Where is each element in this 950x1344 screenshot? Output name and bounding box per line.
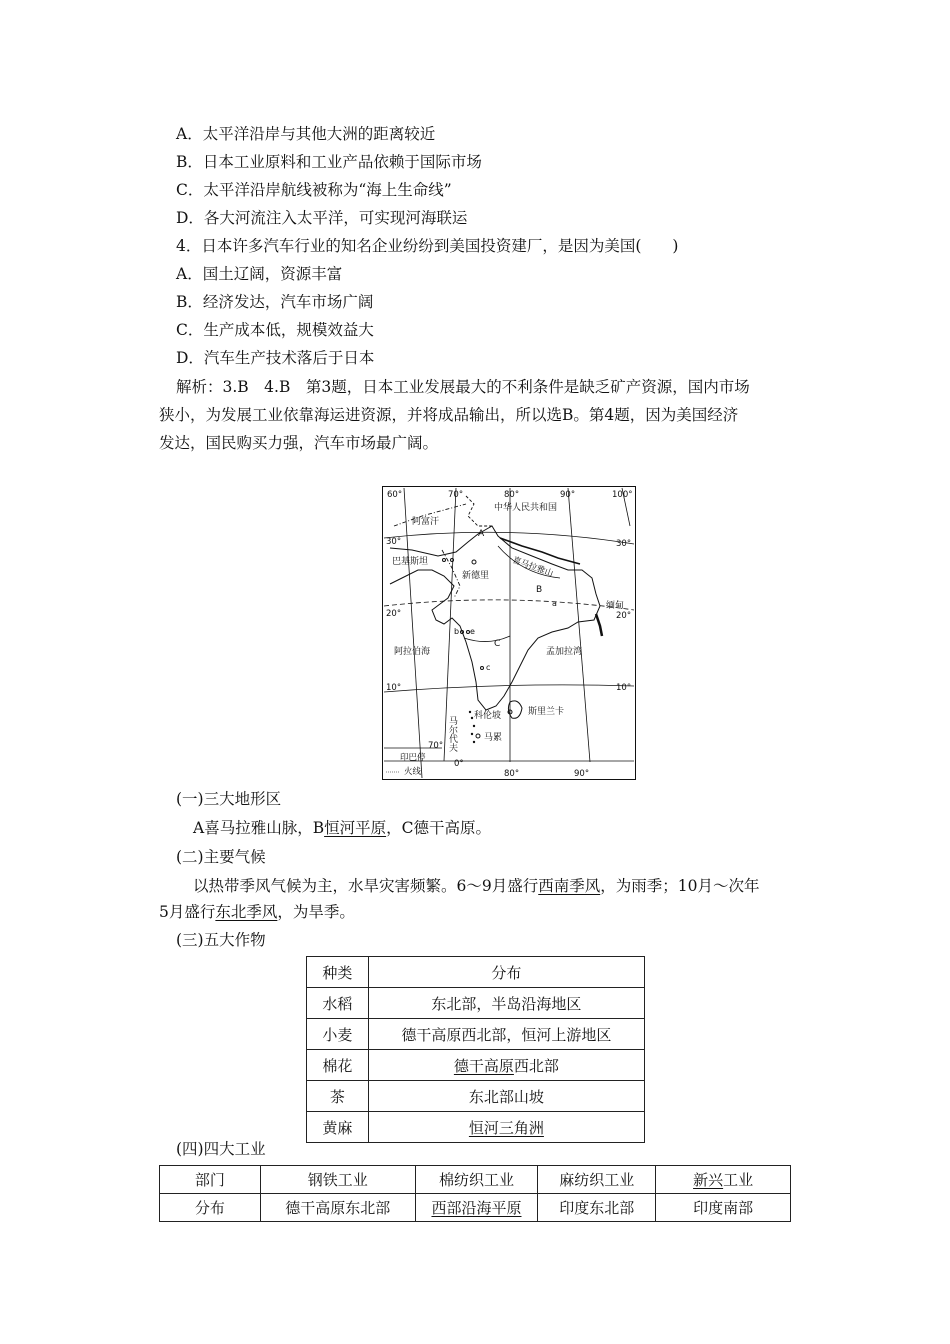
crop-name: 小麦 xyxy=(307,1019,369,1050)
industry-emerging-after: 工业 xyxy=(723,1171,754,1189)
industry-table xyxy=(159,1165,791,1222)
q4-option-b: B．经济发达，汽车市场广阔 xyxy=(176,293,374,311)
terrain-title: (一)三大地形区 xyxy=(176,790,282,808)
table-row xyxy=(307,1081,645,1112)
letter-B: B xyxy=(536,585,543,595)
letter-a: a xyxy=(552,599,557,608)
south-asia-map xyxy=(382,486,636,780)
crop-dist-text: 德干高原西北部，恒河上游地区 xyxy=(401,1025,612,1044)
lat-right-10: 10° xyxy=(616,683,632,693)
industry-emerging xyxy=(656,1166,791,1194)
lat-left-30: 30° xyxy=(386,537,402,547)
climate-text-1-part2: ，为雨季；10月～次年 xyxy=(600,877,760,895)
letter-C: C xyxy=(494,639,501,649)
legend-ceasefire-line1: 印巴停 xyxy=(400,753,426,763)
label-china: 中华人民共和国 xyxy=(494,503,558,513)
map-frame xyxy=(383,487,636,780)
crops-table xyxy=(306,956,645,1143)
analysis-line-3: 发达，国民购买力强，汽车市场最广阔。 xyxy=(159,434,439,452)
crops-table-header xyxy=(307,957,645,988)
label-afghanistan: 阿富汗 xyxy=(412,517,440,527)
climate-text-1-southwest-monsoon: 西南季风 xyxy=(538,877,601,895)
label-himalaya: 喜马拉雅山 xyxy=(510,555,555,580)
industry-row-header: 分布 xyxy=(160,1194,261,1222)
lon-label-60: 60° xyxy=(387,490,403,500)
label-bay-of-bengal: 孟加拉湾 xyxy=(546,647,583,657)
letter-b: b xyxy=(454,627,460,636)
terrain-text xyxy=(193,818,491,838)
table-row xyxy=(160,1194,791,1222)
letter-e: e xyxy=(470,627,475,636)
label-male: 马累 xyxy=(484,733,503,743)
terrain-text-part2: ，C德干高原。 xyxy=(386,819,491,837)
q4-stem: 4．日本许多汽车行业的知名企业纷纷到美国投资建厂，是因为美国( ) xyxy=(176,237,679,255)
lat-left-10: 10° xyxy=(386,683,402,693)
table-row xyxy=(307,1050,645,1081)
analysis-line-2: 狭小，为发展工业依靠海运进资源，并将成品输出，所以选B。第4题，因为美国经济 xyxy=(159,406,739,424)
legend-ceasefire-line2: 火线 xyxy=(404,767,422,777)
letter-c: c xyxy=(486,663,491,672)
lon-bottom-80: 80° xyxy=(504,769,520,779)
industry-steel-location: 德干高原东北部 xyxy=(260,1194,415,1222)
lat-left-0: 0° xyxy=(454,759,464,769)
terrain-text-ganges-plain: 恒河平原 xyxy=(324,819,387,837)
industry-jute-location: 印度东北部 xyxy=(538,1194,656,1222)
climate-text-2-part1: 5月盛行 xyxy=(159,903,216,921)
crop-name: 水稻 xyxy=(307,988,369,1019)
label-sri-lanka: 斯里兰卡 xyxy=(528,707,565,717)
crops-header-type: 种类 xyxy=(307,957,369,988)
crops-header-distribution: 分布 xyxy=(368,957,644,988)
label-colombo: 科伦坡 xyxy=(474,711,502,721)
q3-option-a: A．太平洋沿岸与其他大洲的距离较近 xyxy=(176,125,436,143)
climate-text-2 xyxy=(159,902,355,922)
lon-label-100: 100° xyxy=(612,490,633,500)
lon-label-80: 80° xyxy=(504,490,520,500)
crop-name: 茶 xyxy=(307,1081,369,1112)
q4-option-c: C．生产成本低，规模效益大 xyxy=(176,321,374,339)
crop-dist-after: 西北部 xyxy=(513,1056,559,1075)
analysis-line-1: 解析：3.B 4.B 第3题，日本工业发展最大的不利条件是缺乏矿产资源，国内市场 xyxy=(176,378,750,396)
industry-cotton-location xyxy=(415,1194,538,1222)
crop-distribution xyxy=(368,1081,644,1112)
lon-label-90: 90° xyxy=(560,490,576,500)
table-row xyxy=(307,1019,645,1050)
lat-right-20: 20° xyxy=(616,611,632,621)
industry-steel: 钢铁工业 xyxy=(260,1166,415,1194)
q3-option-b: B．日本工业原料和工业产品依赖于国际市场 xyxy=(176,153,482,171)
crops-title: (三)五大作物 xyxy=(176,931,266,949)
crop-name: 棉花 xyxy=(307,1050,369,1081)
q4-option-d: D．汽车生产技术落后于日本 xyxy=(176,349,375,367)
climate-text-2-part2: ，为旱季。 xyxy=(277,903,355,921)
label-pakistan: 巴基斯坦 xyxy=(392,557,429,567)
letter-A: A xyxy=(478,529,485,539)
table-row xyxy=(307,988,645,1019)
crop-distribution xyxy=(368,1112,644,1143)
q3-option-c: C．太平洋沿岸航线被称为“海上生命线” xyxy=(176,181,452,199)
industry-emerging-location: 印度南部 xyxy=(656,1194,791,1222)
climate-text-1-part1: 以热带季风气候为主，水旱灾害频繁。6～9月盛行 xyxy=(193,877,539,895)
crop-dist-underlined: 恒河三角洲 xyxy=(468,1118,544,1137)
crop-name: 黄麻 xyxy=(307,1112,369,1143)
crop-distribution xyxy=(368,1050,644,1081)
industry-cotton: 棉纺织工业 xyxy=(415,1166,538,1194)
climate-title: (二)主要气候 xyxy=(176,848,266,866)
lon-bottom-70: 70° xyxy=(428,741,444,751)
crop-dist-text: 东北部山坡 xyxy=(468,1087,544,1106)
terrain-text-part1: A喜马拉雅山脉，B xyxy=(193,819,325,837)
industry-cotton-location-underlined: 西部沿海平原 xyxy=(431,1199,522,1217)
label-arabian-sea: 阿拉伯海 xyxy=(394,647,431,657)
industry-emerging-underlined: 新兴 xyxy=(693,1171,724,1189)
climate-text-2-northeast-monsoon: 东北季风 xyxy=(215,903,278,921)
crop-dist-underlined: 德干高原 xyxy=(453,1056,514,1075)
crop-distribution xyxy=(368,988,644,1019)
lat-left-20: 20° xyxy=(386,609,402,619)
crop-dist-text: 东北部，半岛沿海地区 xyxy=(431,994,582,1013)
climate-text-1 xyxy=(193,876,759,896)
industry-title: (四)四大工业 xyxy=(176,1140,266,1158)
label-new-delhi: 新德里 xyxy=(462,571,490,581)
table-row xyxy=(307,1112,645,1143)
industry-row-header: 部门 xyxy=(160,1166,261,1194)
lon-label-70: 70° xyxy=(448,490,464,500)
q3-option-d: D．各大河流注入太平洋，可实现河海联运 xyxy=(176,209,468,227)
table-row xyxy=(160,1166,791,1194)
crop-distribution xyxy=(368,1019,644,1050)
industry-jute: 麻纺织工业 xyxy=(538,1166,656,1194)
lat-right-30: 30° xyxy=(616,539,632,549)
label-maldives-text: 马尔代夫 xyxy=(447,716,457,752)
lon-bottom-90: 90° xyxy=(574,769,590,779)
q4-option-a: A．国土辽阔，资源丰富 xyxy=(176,265,343,283)
label-maldives xyxy=(447,716,458,752)
label-myanmar: 缅甸 xyxy=(606,601,625,611)
